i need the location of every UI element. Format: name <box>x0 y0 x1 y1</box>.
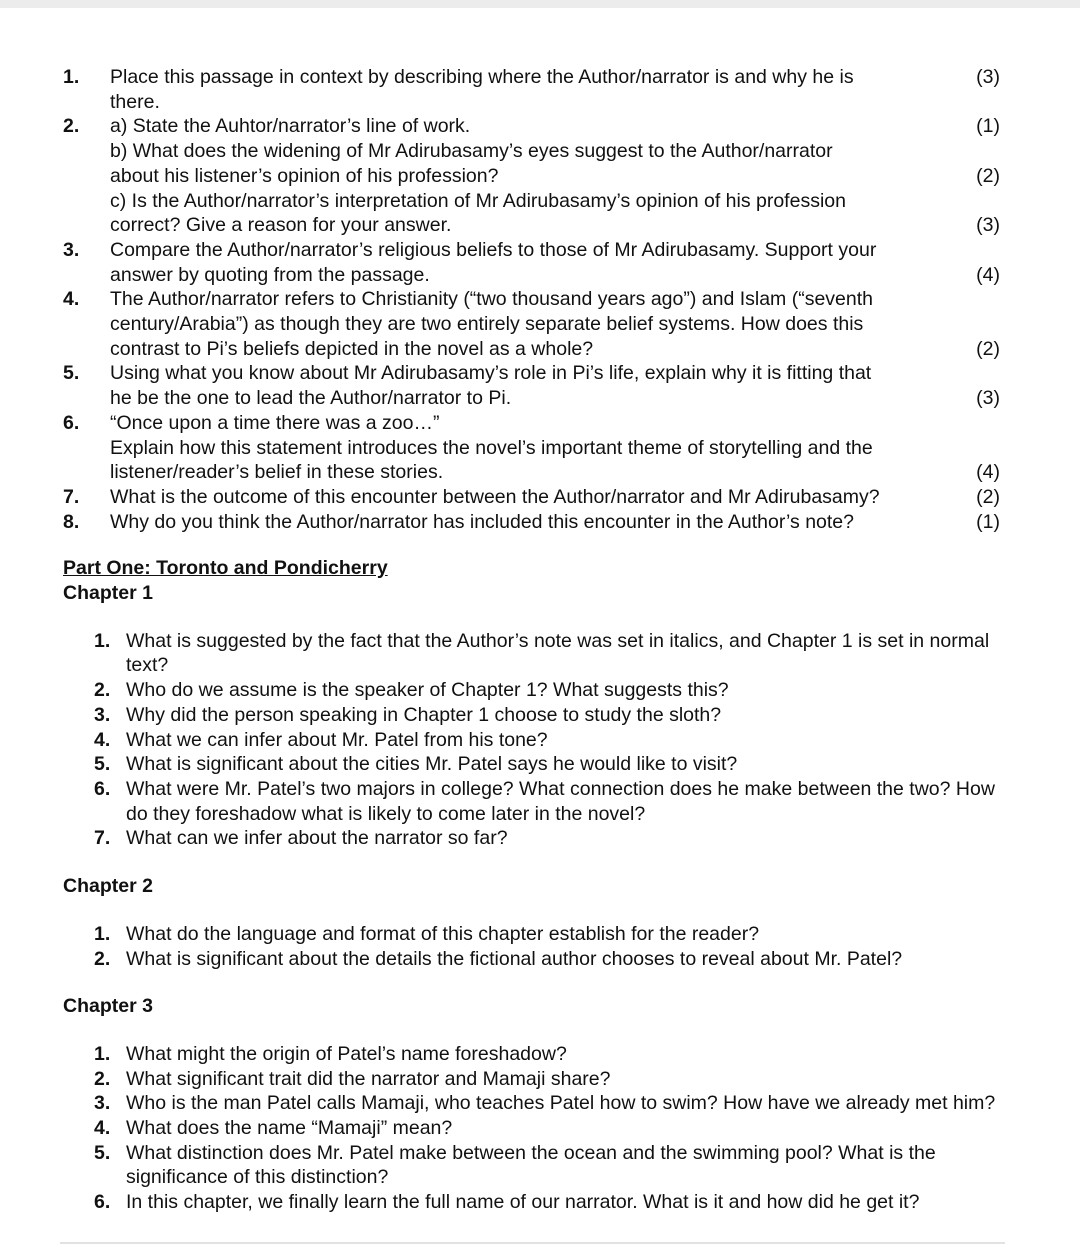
question-number: 6. <box>94 1191 111 1214</box>
mark-value: (2) <box>976 337 1000 360</box>
question-text: What is the outcome of this encounter between the Author/narrator and Mr Adirubasamy? <box>110 485 880 508</box>
chapter-question <box>94 703 1012 728</box>
question-line <box>110 65 1000 90</box>
question-line <box>110 411 1000 436</box>
question-line <box>110 189 1000 214</box>
question-body <box>110 510 1000 535</box>
question-number: 1. <box>94 1042 111 1065</box>
question-line <box>110 337 1000 362</box>
chapter-heading: Chapter 2 <box>63 875 153 898</box>
question-number: 4. <box>63 288 80 311</box>
question-line <box>110 164 1000 189</box>
question-line <box>110 263 1000 288</box>
page-separator-line <box>60 1242 1005 1244</box>
question-body <box>110 65 1000 114</box>
question-number: 7. <box>63 485 80 508</box>
question-number: 2. <box>94 679 111 702</box>
question-text: “Once upon a time there was a zoo…” <box>110 411 440 434</box>
question-line <box>110 485 1000 510</box>
question-line <box>110 436 1000 461</box>
question-line <box>110 386 1000 411</box>
question-text: Who is the man Patel calls Mamaji, who teaches Patel how to swim? How have we already met him? <box>126 1092 996 1115</box>
question-text: What can we infer about the narrator so far? <box>126 827 508 850</box>
question-row <box>63 361 1000 410</box>
part-heading: Part One: Toronto and Pondicherry <box>63 557 388 580</box>
question-body <box>110 114 1000 238</box>
question-body <box>110 485 1000 510</box>
question-number: 6. <box>94 777 111 800</box>
question-text: What does the name “Mamaji” mean? <box>126 1117 453 1140</box>
question-text: What might the origin of Patel’s name foreshadow? <box>126 1042 567 1065</box>
chapter-question <box>94 922 1012 947</box>
question-line <box>110 213 1000 238</box>
chapter-question <box>94 1141 1012 1190</box>
question-row <box>63 65 1000 114</box>
mark-value: (4) <box>976 461 1000 484</box>
question-body <box>110 361 1000 410</box>
question-row <box>63 510 1000 535</box>
question-text: c) Is the Author/narrator’s interpretation of Mr Adirubasamy’s opinion of his profession <box>110 189 846 212</box>
question-number: 4. <box>94 1117 111 1140</box>
chapter-question <box>94 777 1012 826</box>
chapter-question <box>94 826 1012 851</box>
question-text: he be the one to lead the Author/narrator to Pi. <box>110 387 512 410</box>
question-text: In this chapter, we finally learn the full name of our narrator. What is it and how did he get it? <box>126 1191 920 1214</box>
question-line <box>110 312 1000 337</box>
question-text: Who do we assume is the speaker of Chapter 1? What suggests this? <box>126 679 729 702</box>
question-text: answer by quoting from the passage. <box>110 263 430 286</box>
chapter-question <box>94 1091 1012 1116</box>
mark-value: (1) <box>976 115 1000 138</box>
question-number: 3. <box>94 703 111 726</box>
question-text: there. <box>110 90 160 113</box>
question-text: What do the language and format of this chapter establish for the reader? <box>126 922 760 945</box>
question-line <box>110 90 1000 115</box>
question-row <box>63 287 1000 361</box>
document-page <box>0 8 1080 1215</box>
question-number: 6. <box>63 411 80 434</box>
question-line <box>110 460 1000 485</box>
question-number: 5. <box>94 753 111 776</box>
mark-value: (2) <box>976 485 1000 508</box>
chapter-question <box>94 1042 1012 1067</box>
question-text: What is significant about the cities Mr. Patel says he would like to visit? <box>126 753 738 776</box>
question-text: correct? Give a reason for your answer. <box>110 214 452 237</box>
question-text: What distinction does Mr. Patel make between the ocean and the swimming pool? What is the significance of this distinction? <box>126 1141 936 1189</box>
question-row <box>63 114 1000 238</box>
question-text: b) What does the widening of Mr Adirubasamy’s eyes suggest to the Author/narrator <box>110 140 833 163</box>
chapter-question-list <box>94 629 1012 851</box>
chapter-question <box>94 947 1012 972</box>
question-text: Why do you think the Author/narrator has included this encounter in the Author’s note? <box>110 510 854 533</box>
question-number: 3. <box>63 238 80 261</box>
mark-value: (3) <box>976 66 1000 88</box>
question-number: 5. <box>63 362 80 385</box>
question-number: 3. <box>94 1092 111 1115</box>
question-number: 1. <box>63 66 80 88</box>
question-text: What were Mr. Patel’s two majors in college? What connection does he make between the two? How do they foreshadow what is likely to come later in the novel? <box>126 777 995 825</box>
question-number: 1. <box>94 922 111 945</box>
chapter-question-list <box>94 922 1012 971</box>
question-text: about his listener’s opinion of his profession? <box>110 164 499 187</box>
mark-value: (3) <box>976 214 1000 237</box>
question-body <box>110 287 1000 361</box>
question-number: 2. <box>63 115 80 138</box>
question-text: What is significant about the details the fictional author chooses to reveal about Mr. Patel? <box>126 947 903 970</box>
question-number: 4. <box>94 728 111 751</box>
chapter-question <box>94 1116 1012 1141</box>
question-number: 2. <box>94 1067 111 1090</box>
chapter-question <box>94 629 1012 678</box>
question-line <box>110 114 1000 139</box>
question-number: 8. <box>63 510 80 533</box>
chapter-question <box>94 678 1012 703</box>
question-text: century/Arabia”) as though they are two entirely separate belief systems. How does this <box>110 313 864 336</box>
question-text: What we can infer about Mr. Patel from his tone? <box>126 728 548 751</box>
question-line <box>110 238 1000 263</box>
question-line <box>110 361 1000 386</box>
question-row <box>63 485 1000 510</box>
chapter-question-list <box>94 1042 1012 1215</box>
mark-value: (3) <box>976 387 1000 410</box>
chapter-question <box>94 752 1012 777</box>
top-bar <box>0 0 1080 8</box>
mark-value: (1) <box>976 510 1000 533</box>
question-text: listener/reader’s belief in these stories. <box>110 461 444 484</box>
question-text: Place this passage in context by describing where the Author/narrator is and why he is <box>110 66 854 88</box>
question-number: 5. <box>94 1141 111 1164</box>
question-text: Compare the Author/narrator’s religious beliefs to those of Mr Adirubasamy. Support your <box>110 238 877 261</box>
mark-value: (4) <box>976 263 1000 286</box>
question-text: The Author/narrator refers to Christianity (“two thousand years ago”) and Islam (“seventh <box>110 288 874 311</box>
marked-question-list <box>63 65 1000 534</box>
chapter-heading: Chapter 3 <box>63 995 153 1018</box>
question-text: Why did the person speaking in Chapter 1 choose to study the sloth? <box>126 703 722 726</box>
mark-value: (2) <box>976 164 1000 187</box>
question-text: Explain how this statement introduces the novel’s important theme of storytelling and the <box>110 436 873 459</box>
question-text: a) State the Auhtor/narrator’s line of work. <box>110 115 471 138</box>
question-row <box>63 238 1000 287</box>
question-text: What is suggested by the fact that the Author’s note was set in italics, and Chapter 1 is set in normal text? <box>126 629 990 677</box>
question-line <box>110 287 1000 312</box>
question-body <box>110 238 1000 287</box>
question-number: 7. <box>94 827 111 850</box>
question-text: What significant trait did the narrator and Mamaji share? <box>126 1067 611 1090</box>
question-row <box>63 411 1000 485</box>
chapters <box>63 581 1012 1215</box>
question-line <box>110 510 1000 535</box>
chapter-heading: Chapter 1 <box>63 582 153 605</box>
chapter-question <box>94 1067 1012 1092</box>
chapter-question <box>94 1190 1012 1215</box>
question-number: 2. <box>94 947 111 970</box>
question-text: Using what you know about Mr Adirubasamy’s role in Pi’s life, explain why it is fitting that <box>110 362 872 385</box>
chapter-question <box>94 728 1012 753</box>
question-body <box>110 411 1000 485</box>
question-number: 1. <box>94 629 111 652</box>
question-line <box>110 139 1000 164</box>
question-text: contrast to Pi’s beliefs depicted in the novel as a whole? <box>110 337 594 360</box>
